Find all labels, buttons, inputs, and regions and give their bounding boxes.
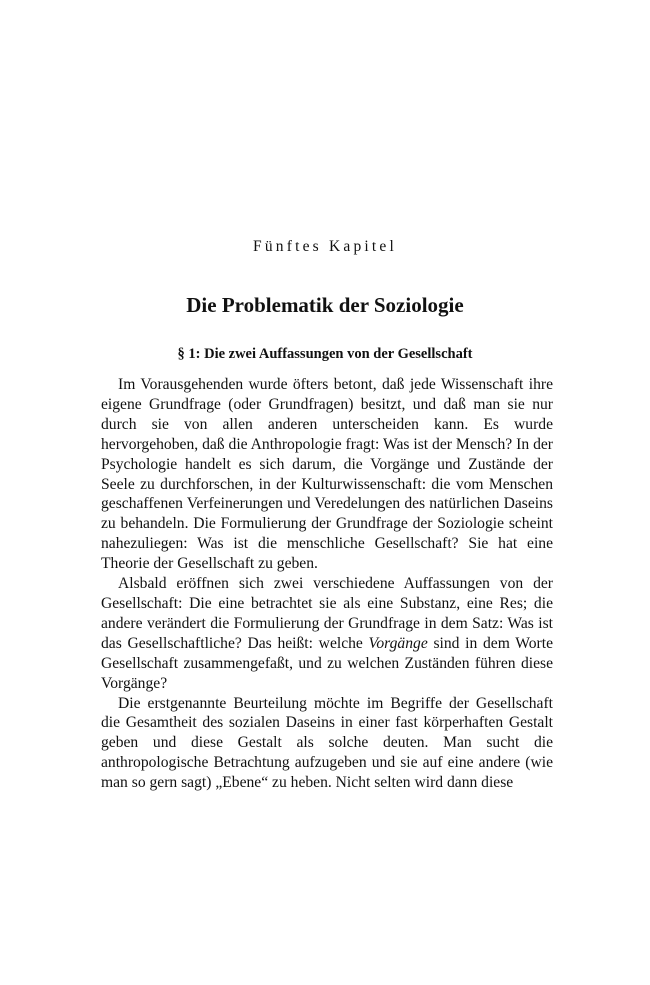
- paragraph-3: Die erstgenannte Beurteilung möchte im Begriffe der Gesellschaft die Gesamtheit des sozialen Daseins in einer fast körperhaften Gestalt geben und diese Gestalt als solche deuten. Man sucht die anthropologische Betrachtung aufzugeben und sie auf eine andere (wie man so gern sagt) „Ebene“ zu heben. Nicht selten wird dann diese: [101, 694, 553, 792]
- paragraph-2-emphasis: Vorgänge: [368, 634, 428, 652]
- chapter-label: Fünftes Kapitel: [253, 238, 397, 255]
- paragraph-2: [101, 574, 553, 693]
- paragraph-2-text-after: sind in dem Worte Gesellschaft zusammengefaßt, und zu welchen Zuständen führen diese Vorgänge?: [101, 634, 553, 692]
- chapter-title: Die Problematik der Soziologie: [186, 293, 464, 317]
- paragraph-2-text-before: Alsbald eröffnen sich zwei verschiedene Auffassungen von der Gesellschaft: Die eine betrachtet sie als eine Substanz, eine Res; die andere verändert die Formulierung der Grundfrage in dem Satz: Was ist das Gesellschaftliche? Das heißt: welche: [101, 575, 553, 652]
- paragraph-1: Im Vorausgehenden wurde öfters betont, daß jede Wissenschaft ihre eigene Grundfrage (oder Grundfragen) besitzt, und daß man sie nur durch sie von allen anderen unterscheiden kann. Es wurde hervorgehoben, daß die Anthropologie fragt: Was ist der Mensch? In der Psychologie handelt es sich darum, die Vorgänge und Zustände der Seele zu durchforschen, in der Kulturwissenschaft: die vom Menschen geschaffenen Verfeinerungen und Veredelungen des natürlichen Daseins zu behandeln. Die Formulierung der Grundfrage der Soziologie scheint nahezuliegen: Was ist die menschliche Gesellschaft? Sie hat eine Theorie der Gesellschaft zu geben.: [101, 376, 553, 573]
- section-heading: § 1: Die zwei Auffassungen von der Gesellschaft: [177, 346, 473, 362]
- body-text: [101, 375, 553, 793]
